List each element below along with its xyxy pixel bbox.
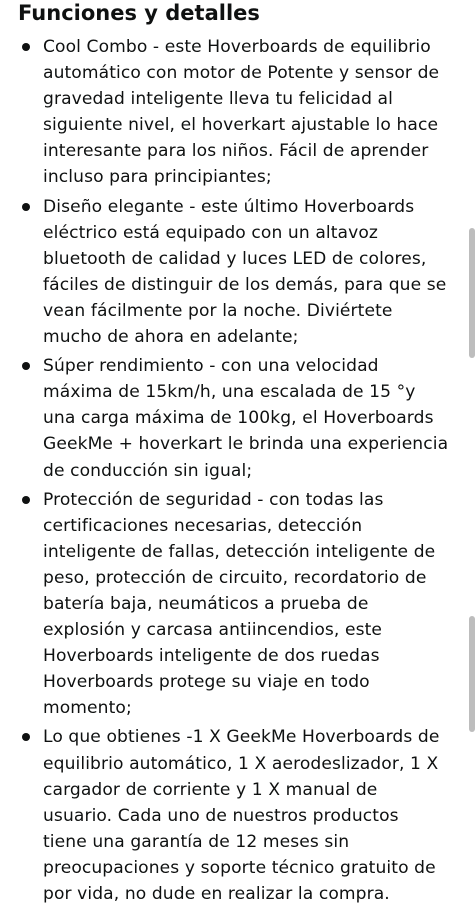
bullet-line: batería baja, neumáticos a prueba de	[43, 593, 369, 614]
bullet-line: momento;	[43, 698, 132, 719]
bullet-line: Cool Combo - este Hoverboards de equilibrio	[43, 37, 431, 57]
bullet-line: una carga máxima de 100kg, el Hoverboards	[43, 408, 434, 429]
feature-bullet-list	[0, 34, 475, 910]
section-title: Funciones y detalles	[18, 1, 260, 25]
feature-bullet-cool-combo	[0, 34, 475, 191]
bullet-line: por vida, no dude en realizar la compra.	[43, 884, 390, 904]
bullet-line: tiene una garantía de 12 meses sin	[43, 831, 350, 852]
bullet-line: equilibrio automático, 1 X aerodeslizador, 1 X	[43, 753, 439, 774]
bullet-line: siguiente nivel, el hoverkart ajustable lo hace	[43, 115, 439, 136]
bullet-line: Hoverboards protege su viaje en todo	[43, 672, 370, 693]
bullet-dot-icon	[22, 43, 30, 51]
feature-bullet-diseno-elegante	[0, 194, 475, 351]
bullet-line: de conducción sin igual;	[43, 460, 253, 481]
bullet-line: vean fácilmente por la noche. Diviértete	[43, 300, 393, 321]
bullet-line: Hoverboards inteligente de dos ruedas	[43, 646, 380, 667]
feature-bullet-proteccion-seguridad	[0, 487, 475, 722]
bullet-line: eléctrico está equipado con un altavoz	[43, 222, 378, 243]
bullet-line: GeekMe + hoverkart le brinda una experiencia	[43, 434, 449, 455]
feature-bullet-super-rendimiento	[0, 353, 475, 483]
bullet-line: incluso para principiantes;	[43, 167, 272, 188]
bullet-line: cargador de corriente y 1 X manual de	[43, 779, 378, 800]
feature-bullet-lo-que-obtienes	[0, 724, 475, 907]
bullet-line: mucho de ahora en adelante;	[43, 327, 299, 348]
bullet-line: peso, protección de circuito, recordatorio de	[43, 567, 427, 588]
bullet-dot-icon	[22, 496, 30, 504]
bullet-dot-icon	[22, 733, 30, 741]
bullet-line: preocupaciones y soporte técnico gratuito de	[43, 857, 436, 878]
bullet-line: inteligente de fallas, detección inteligente de	[43, 541, 436, 562]
scroll-indicator-upper[interactable]	[469, 228, 475, 358]
bullet-line: gravedad inteligente lleva tu felicidad al	[43, 89, 393, 110]
bullet-line: explosión y carcasa antiincendios, este	[43, 620, 382, 641]
bullet-line: Protección de seguridad - con todas las	[43, 489, 384, 510]
bullet-dot-icon	[22, 203, 30, 211]
bullet-line: Lo que obtienes -1 X GeekMe Hoverboards de	[43, 727, 440, 748]
bullet-line: automático con motor de Potente y sensor de	[43, 63, 440, 84]
bullet-line: certificaciones necesarias, detección	[43, 515, 363, 536]
bullet-line: bluetooth de calidad y luces LED de colores,	[43, 248, 427, 269]
bullet-line: máxima de 15km/h, una escalada de 15 °y	[43, 382, 416, 403]
bullet-line: Súper rendimiento - con una velocidad	[43, 356, 379, 377]
bullet-line: usuario. Cada uno de nuestros productos	[43, 805, 399, 826]
bullet-line: fáciles de distinguir de los demás, para que se	[43, 274, 447, 295]
bullet-line: Diseño elegante - este último Hoverboards	[43, 196, 415, 217]
scroll-indicator-lower[interactable]	[469, 616, 475, 732]
bullet-dot-icon	[22, 362, 30, 370]
bullet-line: interesante para los niños. Fácil de aprender	[43, 141, 429, 162]
